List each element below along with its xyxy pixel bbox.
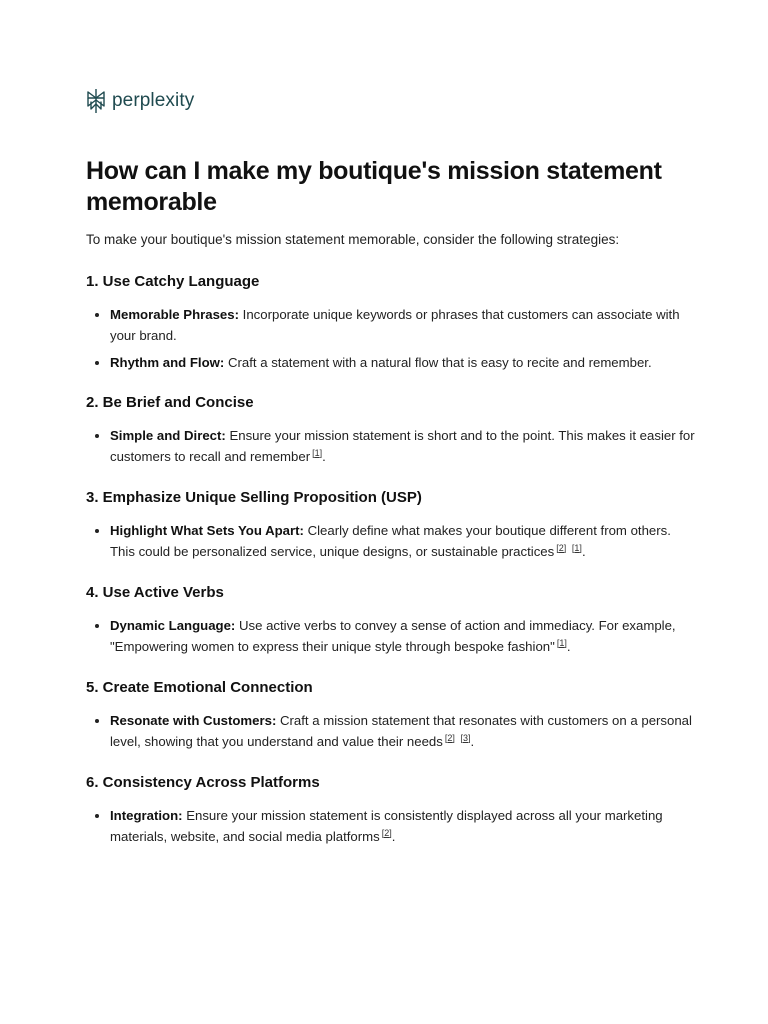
item-end: .	[581, 544, 586, 559]
section-heading: 5. Create Emotional Connection	[86, 679, 313, 696]
item-label: Memorable Phrases:	[110, 307, 239, 322]
section-catchy-language	[86, 272, 696, 379]
brand-name: perplexity	[112, 90, 195, 111]
citation-link[interactable]: [1]	[571, 542, 582, 553]
item-text: Craft a mission statement that resonates with customers on a personal level, showing that you understand and value their needs	[110, 713, 692, 749]
item-end: .	[391, 829, 396, 844]
page-title: How can I make my boutique's mission statement memorable	[86, 157, 662, 216]
bullet-list	[86, 710, 696, 752]
item-end: .	[470, 734, 475, 749]
list-item	[110, 520, 696, 562]
item-end: .	[322, 449, 326, 464]
list-item	[110, 352, 696, 373]
list-item	[110, 805, 696, 847]
bullet-list	[86, 615, 696, 657]
section-heading: 1. Use Catchy Language	[86, 273, 260, 290]
citation-link[interactable]: [2]	[381, 827, 392, 838]
bullet-list	[86, 805, 696, 847]
item-text: Ensure your mission statement is consistently displayed across all your marketing materials, website, and social media platforms	[110, 808, 663, 844]
item-label: Integration:	[110, 808, 183, 823]
citation-link[interactable]: [2]	[444, 732, 455, 743]
item-text: Clearly define what makes your boutique different from others. This could be personalized service, unique designs, or sustainable practices	[110, 523, 671, 559]
item-text: Craft a statement with a natural flow that is easy to recite and remember.	[224, 355, 652, 370]
citation-link[interactable]: [3]	[460, 732, 471, 743]
item-label: Highlight What Sets You Apart:	[110, 523, 304, 538]
section-heading: 2. Be Brief and Concise	[86, 394, 254, 411]
citation-link[interactable]: [1]	[556, 637, 567, 648]
list-item	[110, 615, 696, 657]
brand-logo[interactable]	[86, 88, 194, 114]
item-label: Resonate with Customers:	[110, 713, 277, 728]
bullet-list	[86, 304, 696, 373]
section-heading: 3. Emphasize Unique Selling Proposition (USP)	[86, 489, 422, 506]
list-item	[110, 710, 696, 752]
citation-link[interactable]: [2]	[556, 542, 567, 553]
item-text: Ensure your mission statement is short and to the point. This makes it easier for customers to recall and remember	[110, 428, 695, 464]
intro-paragraph: To make your boutique's mission statement memorable, consider the following strategies:	[86, 232, 620, 247]
item-text: Incorporate unique keywords or phrases that customers can associate with your brand.	[110, 307, 680, 343]
section-heading: 4. Use Active Verbs	[86, 584, 224, 601]
bullet-list	[86, 425, 696, 467]
section-usp	[86, 488, 696, 568]
item-end: .	[566, 639, 571, 654]
perplexity-logo-icon	[86, 88, 106, 114]
item-label: Dynamic Language:	[110, 618, 236, 633]
section-consistency	[86, 773, 696, 853]
item-label: Simple and Direct:	[110, 428, 226, 443]
section-brief-concise	[86, 393, 696, 473]
section-heading: 6. Consistency Across Platforms	[86, 774, 320, 791]
section-active-verbs	[86, 583, 696, 663]
list-item	[110, 304, 696, 346]
list-item	[110, 425, 696, 467]
citation-link[interactable]: [1]	[312, 447, 323, 458]
bullet-list	[86, 520, 696, 562]
item-text: Use active verbs to convey a sense of action and immediacy. For example, "Empowering women to express their unique style through bespoke fashion"	[110, 618, 676, 654]
item-label: Rhythm and Flow:	[110, 355, 225, 370]
section-emotional-connection	[86, 678, 696, 758]
